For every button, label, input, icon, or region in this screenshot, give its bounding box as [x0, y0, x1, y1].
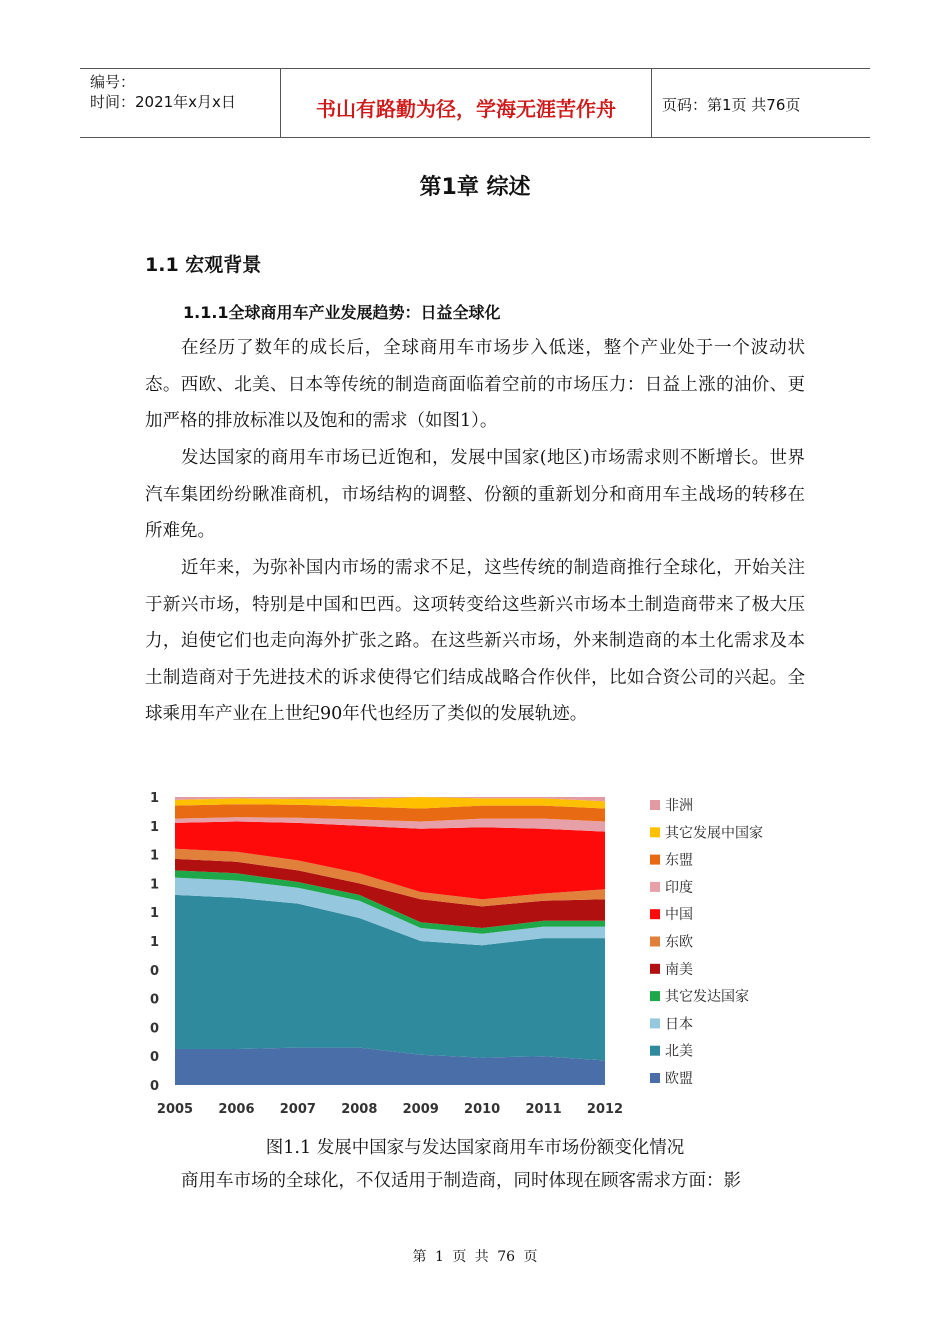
legend-label: 欧盟: [665, 1071, 693, 1087]
legend-label: 日本: [665, 1016, 693, 1033]
y-tick-label: 1: [149, 906, 159, 922]
y-tick-label: 1: [149, 848, 159, 864]
legend-swatch: [650, 882, 660, 892]
x-tick-label: 2012: [586, 1102, 624, 1117]
legend-swatch: [650, 964, 660, 974]
legend-label: 其它发展中国家: [665, 825, 763, 842]
legend-swatch: [650, 1018, 660, 1028]
y-tick-label: 1: [149, 877, 159, 893]
y-tick-label: 1: [149, 791, 159, 806]
y-tick-label: 1: [149, 935, 159, 950]
footer-mid: 页: [452, 1249, 467, 1265]
footer-total-pre: 共: [474, 1249, 489, 1265]
header-page-cell: [652, 69, 870, 137]
legend-label: 非洲: [665, 798, 693, 814]
doc-number-label: 编号：: [90, 73, 136, 91]
legend-label: 印度: [665, 879, 693, 896]
y-tick-label: 1: [149, 819, 159, 835]
x-tick-label: 2011: [525, 1102, 562, 1117]
legend-swatch: [650, 800, 660, 810]
header-motto: 书山有路勤为径，学海无涯苦作舟: [316, 97, 616, 121]
legend-swatch: [650, 937, 660, 947]
legend-label: 中国: [665, 907, 693, 924]
footer-page-number: 1: [434, 1249, 444, 1265]
y-tick-label: 0: [149, 1079, 159, 1094]
legend-label: 东盟: [665, 852, 693, 869]
y-tick-label: 0: [149, 1021, 159, 1037]
y-tick-label: 0: [149, 963, 159, 979]
legend-label: 其它发达国家: [665, 989, 749, 1006]
legend-swatch: [650, 909, 660, 919]
section-title: 1.1 宏观背景: [145, 254, 262, 276]
x-tick-label: 2005: [156, 1102, 194, 1117]
body-paragraph: 在经历了数年的成长后，全球商用车市场步入低迷，整个产业处于一个波动状态。西欧、北美、日本等传统的制造商面临着空前的市场压力：日益上涨的油价、更加严格的排放标准以及饱和的需求（如图1）。: [145, 338, 805, 431]
x-tick-label: 2007: [279, 1102, 316, 1117]
footer-post: 页: [523, 1249, 538, 1265]
y-tick-label: 0: [149, 1050, 159, 1066]
legend-swatch: [650, 1073, 660, 1083]
page-footer: [0, 1246, 950, 1266]
chapter-title: 第1章 综述: [419, 175, 531, 200]
legend-swatch: [650, 1046, 660, 1056]
header-meta-cell: [80, 69, 281, 137]
x-tick-label: 2010: [464, 1102, 501, 1117]
header-motto-cell: [281, 69, 652, 137]
body-paragraph: 近年来，为弥补国内市场的需求不足，这些传统的制造商推行全球化，开始关注于新兴市场，特别是中国和巴西。这项转变给这些新兴市场本土制造商带来了极大压力，迫使它们也走向海外扩张之路。在这些新兴市场，外来制造商的本土化需求及本土制造商对于先进技术的诉求使得它们结成战略合作伙伴，比如合资公司的兴起。全球乘用车产业在上世纪90年代也经历了类似的发展轨迹。: [145, 558, 805, 724]
body-paragraph: 商用车市场的全球化，不仅适用于制造商，同时体现在顾客需求方面：影: [181, 1171, 741, 1191]
footer-total-pages: 76: [497, 1249, 516, 1265]
header-page-info: 页码：第1页 共76页: [662, 96, 801, 114]
legend-swatch: [650, 991, 660, 1001]
legend-swatch: [650, 827, 660, 837]
legend-label: 东欧: [665, 934, 693, 951]
body-paragraph: 发达国家的商用车市场已近饱和，发展中国家(地区)市场需求则不断增长。世界汽车集团纷纷瞅准商机，市场结构的调整、份额的重新划分和商用车主战场的转移在所难免。: [145, 448, 805, 541]
x-tick-label: 2009: [402, 1102, 439, 1117]
y-tick-label: 0: [149, 992, 159, 1008]
footer-pre: 第: [412, 1249, 427, 1265]
legend-label: 南美: [665, 961, 693, 978]
x-tick-label: 2006: [218, 1102, 255, 1117]
page-header: [80, 68, 870, 138]
legend-label: 北美: [665, 1043, 693, 1060]
market-share-area-chart: [145, 785, 805, 1125]
legend-swatch: [650, 855, 660, 865]
x-tick-label: 2008: [341, 1102, 378, 1117]
subsection-title: 1.1.1全球商用车产业发展趋势：日益全球化: [183, 303, 501, 322]
figure-caption: 图1.1 发展中国家与发达国家商用车市场份额变化情况: [265, 1138, 685, 1158]
doc-date-label: 时间：2021年x月x日: [90, 93, 236, 111]
